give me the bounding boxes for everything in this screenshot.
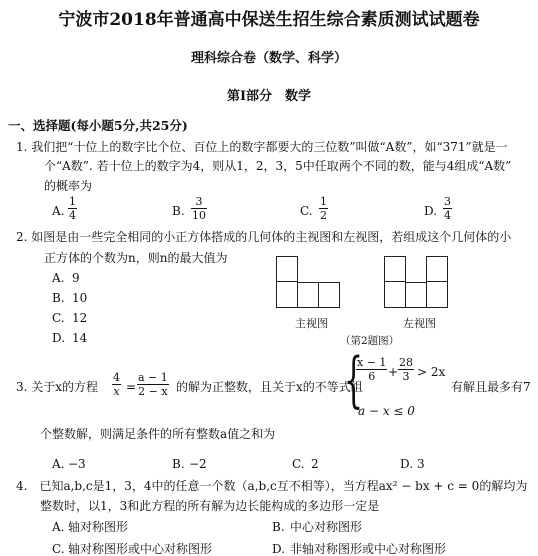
q3-option-a-text: −3 xyxy=(68,457,86,471)
q2-option-d-text: 14 xyxy=(72,331,88,345)
q3-option-d-label: D. xyxy=(400,457,414,471)
left-view-label: 左视图 xyxy=(403,317,436,330)
q1-line1: 1. 我们把“十位上的数字比个位、百位上的数字都要大的三位数”叫做“A数”，如“371”就是一 xyxy=(16,140,508,154)
q4-option-b-label: B. xyxy=(272,520,285,534)
q3-option-c-label: C. xyxy=(292,457,305,471)
q4-option-d-text: 非轴对称图形或中心对称图形 xyxy=(290,542,447,556)
q2-line2: 正方体的个数为n，则n的最大值为 xyxy=(44,251,228,265)
q3-eq-sign: = xyxy=(126,380,137,394)
left-view-divider-2 xyxy=(426,281,448,282)
q4-option-c-label: C. xyxy=(52,542,65,556)
q3-tail: 有解且最多有7 xyxy=(451,380,531,394)
q4-option-a-label: A. xyxy=(52,520,65,534)
q2-option-c-text: 12 xyxy=(72,311,88,325)
left-view-divider-1 xyxy=(384,281,406,282)
q3-ineq2: a − x ≤ 0 xyxy=(358,404,415,418)
q4-line1: 4. 已知a,b,c是1，3，4中的任意一个数（a,b,c互不相等），当方程ax² − bx + c = 0的解均为 xyxy=(16,479,528,493)
q3-system-brace: { xyxy=(344,345,364,415)
main-view-column-1 xyxy=(276,256,298,308)
q1-option-a-den: 4 xyxy=(69,209,76,222)
main-view-divider xyxy=(276,281,298,282)
main-view-column-3 xyxy=(318,282,340,308)
q3-option-c-text: 2 xyxy=(311,457,319,471)
q1-option-b-num: 3 xyxy=(195,195,203,208)
q3-option-d-text: 3 xyxy=(417,457,425,471)
q2-option-a-text: 9 xyxy=(72,271,80,285)
q3-option-b-text: −2 xyxy=(189,457,207,471)
left-view-column-3 xyxy=(426,256,448,308)
q4-option-b-text: 中心对称图形 xyxy=(290,520,363,534)
q2-option-d-label: D. xyxy=(52,331,66,345)
q1-line2: 个“A数”. 若十位上的数字为4，则从1，2，3，5中任取两个不同的数，能与4组成“A数” xyxy=(44,159,512,173)
q1-option-c-num: 1 xyxy=(320,195,327,208)
q1-line3: 的概率为 xyxy=(44,179,93,193)
q2-option-b-text: 10 xyxy=(72,291,88,305)
main-view-label: 主视图 xyxy=(295,317,328,330)
q2-option-b-label: B. xyxy=(52,291,65,305)
q3-ineq1-rest: > 2x xyxy=(417,365,446,379)
q3-ineq1-fraction-2 xyxy=(398,357,414,382)
q2-line1: 2. 如图是由一些完全相同的小正方体搭成的几何体的主视图和左视图，若组成这个几何体的小 xyxy=(16,230,512,244)
figure-caption: （第2题图） xyxy=(340,335,400,347)
q2-option-a-label: A. xyxy=(52,271,65,285)
left-view-column-2 xyxy=(405,282,427,308)
q1-option-d-fraction xyxy=(443,196,452,221)
q4-line2: 整数时，以1，3和此方程的所有解为边长能构成的多边形一定是 xyxy=(40,499,380,513)
q3-eq-num2: a − 1 xyxy=(138,371,168,384)
q1-option-a-fraction xyxy=(68,196,77,221)
q3-line2: 个整数解，则满足条件的所有整数a值之和为 xyxy=(40,427,276,441)
q3-eq-den1: x xyxy=(113,385,120,398)
left-view-column-1 xyxy=(384,256,406,308)
q4-option-d-label: D. xyxy=(272,542,286,556)
q3-eq-den2: 2 − x xyxy=(138,385,168,398)
q3-ineq1-den2: 3 xyxy=(402,370,410,383)
q2-option-c-label: C. xyxy=(52,311,65,325)
q1-option-d-label: D. xyxy=(424,204,438,218)
q1-option-b-label: B. xyxy=(172,204,185,218)
q3-lead: 3. 关于x的方程 xyxy=(16,380,99,394)
q3-eq-num1: 4 xyxy=(113,371,120,384)
q1-option-c-label: C. xyxy=(300,204,313,218)
q1-option-c-fraction xyxy=(319,196,328,221)
q3-mid: 的解为正整数，且关于x的不等式组 xyxy=(176,380,363,394)
q1-option-b-den: 10 xyxy=(192,209,206,222)
q1-option-a-label: A. xyxy=(52,204,65,218)
q3-ineq1-num2: 28 xyxy=(399,356,413,369)
q1-option-d-den: 4 xyxy=(444,209,451,222)
q3-eq-fraction-1 xyxy=(112,372,121,397)
q1-option-b-fraction xyxy=(191,196,207,221)
q1-option-a-num: 1 xyxy=(69,195,76,208)
q3-ineq1-fraction-1 xyxy=(356,357,387,382)
q3-ineq1-den1: 6 xyxy=(368,370,376,383)
q3-eq-fraction-2 xyxy=(137,372,169,397)
q1-option-d-num: 3 xyxy=(444,195,451,208)
q1-option-c-den: 2 xyxy=(320,209,327,222)
q3-ineq1-plus: + xyxy=(388,365,399,379)
part-heading: 第Ⅰ部分 数学 xyxy=(226,89,312,104)
page-title: 宁波市2018年普通高中保送生招生综合素质测试试题卷 xyxy=(58,10,480,30)
q3-option-a-label: A. xyxy=(52,457,65,471)
q4-option-a-text: 轴对称图形 xyxy=(68,520,129,534)
exam-subtitle: 理科综合卷（数学、科学） xyxy=(190,51,347,66)
q3-option-b-label: B. xyxy=(172,457,185,471)
main-view-column-2 xyxy=(297,282,319,308)
q4-option-c-text: 轴对称图形或中心对称图形 xyxy=(68,542,213,556)
section-heading: 一、选择题(每小题5分,共25分) xyxy=(8,118,188,133)
q3-ineq1-num1: x − 1 xyxy=(357,356,387,369)
